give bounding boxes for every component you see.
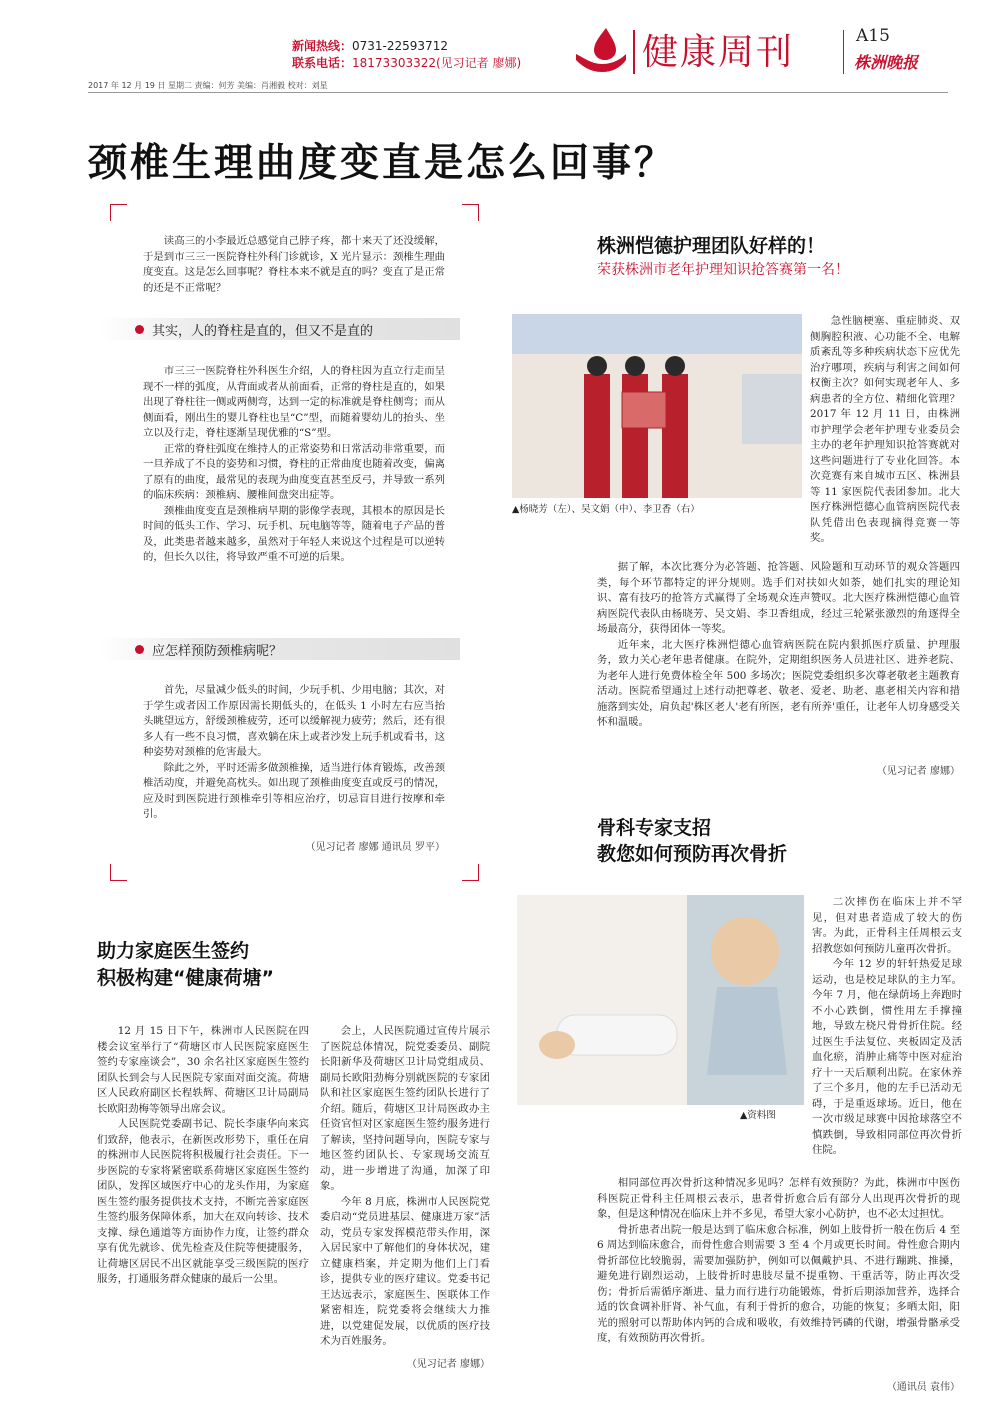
subhead-1-text: 其实，人的脊柱是直的，但又不是直的 bbox=[152, 324, 374, 339]
nursing-body-1 bbox=[810, 314, 960, 547]
hotline-label: 新闻热线： bbox=[292, 39, 353, 53]
paragraph: 会上，人民医院通过宣传片展示了医院总体情况，院党委委员、副院长阳新华及荷塘区卫计局党组成员、副局长欧阳劲梅分别就医院的专家团队和社区家庭医生签约团队长进行了介绍。随后，荷塘区卫计局医政办主任资官恒对区家庭医生签约服务进行了解读，坚持问题导向，医院专家与地区签约团队长、专家现场交流互动，进一步增进了沟通，加深了印象。 bbox=[320, 1025, 490, 1192]
bracket-bl bbox=[110, 864, 127, 881]
paragraph: 正常的脊柱弧度在维持人的正常姿势和日常活动非常重要，而一旦养成了不良的姿势和习惯，脊柱的正常曲度也随着改变，偏离了原有的曲度，最常见的表现为曲度变直甚至反弓，并导致一系列的临床疾病：颈椎病、腰椎间盘突出症等。 bbox=[143, 442, 445, 501]
nursing-title: 株洲恺德护理团队好样的！ bbox=[597, 235, 826, 257]
heart-hand-icon bbox=[572, 24, 628, 74]
paragraph: 二次摔伤在临床上并不罕见，但对患者造成了较大的伤害。为此，正骨科主任周根云支招教您如何预防儿童再次骨折。 bbox=[812, 896, 962, 955]
section-title: 健康周刊 bbox=[642, 32, 795, 73]
intro-paragraph: 读高三的小李最近总感觉自己脖子疼，都十来天了还没缓解，于是到市三三一医院脊柱外科门诊就诊，X 光片显示：颈椎生理曲度变直。这是怎么回事呢？脊柱本来不就是直的吗？变直了是正常的还是不正常呢？ bbox=[143, 235, 445, 294]
bone-body-1 bbox=[812, 895, 962, 1159]
family-title-1: 助力家庭医生签约 bbox=[97, 940, 250, 962]
paragraph: 急性脑梗塞、重症肺炎、双侧胸腔积液、心功能不全、电解质紊乱等多种疾病状态下应优先治疗哪项，疾病与利害之间如何权衡主次？如何实现老年人、多病患者的全方位、精细化管理？2017 年 12 月 11 日，由株洲市护理学会老年护理专业委员会主办的老年护理知识抢答赛就对这些问题进行了专业化回答。本次竞赛有来自城市五区、株洲县等 11 家医院代表团参加。北大医疗株洲恺德心血管病医院代表队凭借出色表现摘得竞赛一等奖。 bbox=[810, 315, 960, 544]
bracket-br bbox=[462, 864, 479, 881]
paragraph: 颈椎曲度变直是颈椎病早期的影像学表现，其根本的原因是长时间的低头工作、学习、玩手机、玩电脑等等，随着电子产品的普及，此类患者越来越多，虽然对于年轻人来说这个过程是可以逆转的，但长久以往，将导致严重不可逆的后果。 bbox=[143, 504, 445, 563]
hotline-number: 0731-22593712 bbox=[352, 39, 448, 53]
paragraph: 据了解，本次比赛分为必答题、抢答题、风险题和互动环节的观众答题四类，每个环节都特定的评分规则。选手们对扶如火如荼，她们扎实的理论知识、富有技巧的抢答方式赢得了全场观众连声赞叹。北大医疗株洲恺德心血管病医院代表队由杨晓芳、吴文娟、李卫香组成，经过三轮紧张激烈的角逐得全场最高分，获得团体一等奖。 bbox=[597, 561, 960, 635]
main-intro bbox=[143, 234, 445, 296]
main-body-2 bbox=[143, 683, 445, 823]
page-number: A15 bbox=[856, 26, 890, 46]
bracket-tr bbox=[462, 204, 479, 221]
paragraph: 骨折患者出院一般是达到了临床愈合标准，例如上肢骨折一般在伤后 4 至 6 周达到临床愈合，而骨性愈合则需要 3 至 4 个月或更长时间。骨性愈合期内骨折部位比较脆弱，需要加强防护，例如可以佩戴护具、不进行蹦跳、推搡，避免进行剧烈运动，上肢骨折时患肢尽量不提重物、干重活等，防止再次受伤；骨折后需循序渐进、量力而行进行功能锻炼，骨折后期添加营养，选择合适的饮食调补肝肾、补气血，有利于骨折的愈合，功能的恢复；多晒太阳，阳光的照射可以帮助体内钙的合成和吸收，有效维持钙磷的代谢，增强骨骼承受度，有效预防再次骨折。 bbox=[597, 1223, 960, 1344]
bullet-dot-icon bbox=[135, 325, 144, 334]
nursing-byline: （见习记者 廖娜） bbox=[876, 766, 960, 777]
header-divider bbox=[633, 30, 635, 74]
paragraph: 今年 12 岁的轩轩热爱足球运动，也是校足球队的主力军。今年 7 月，他在绿荫场上奔跑时不小心跌倒，惯性用左手撑撞地，导致左桡尺骨骨折住院。经过医生手法复位、夹板固定及活血化瘀，消肿止痛等中医对症治疗十一天后顺利出院。在家休养了三个多月，他的左手已活动无碍，于是重返球场。近日，他在一次市级足球赛中因抢球落空不慎跌倒，导致相同部位再次骨折住院。 bbox=[812, 958, 962, 1156]
bone-photo bbox=[517, 895, 804, 1105]
bracket-tl bbox=[110, 204, 127, 221]
paragraph: 市三三一医院脊柱外科医生介绍，人的脊柱因为直立行走而呈现不一样的弧度，从背面或者从前面看，正常的脊柱是直的，如果出现了脊柱往一侧或两侧弯，达到一定的标准就是脊柱侧弯；而从侧面看，刚出生的婴儿脊柱也呈“C”型，而随着婴幼儿的抬头、坐立以及行走，脊柱逐渐呈现优雅的“S”型。 bbox=[143, 365, 445, 439]
main-byline: （见习记者 廖娜 通讯员 罗平） bbox=[305, 842, 445, 853]
paragraph: 除此之外，平时还需多做颈椎操，适当进行体育锻炼，改善颈椎活动度，并避免高枕头。如出现了颈椎曲度变直或反弓的情况，应及时到医院进行颈椎牵引等相应治疗，切忌盲目进行按摩和牵引。 bbox=[143, 761, 445, 820]
family-body-1 bbox=[97, 1024, 309, 1288]
main-headline: 颈椎生理曲度变直是怎么回事？ bbox=[88, 141, 677, 186]
issue-meta: 2017 年 12 月 19 日 星期二 责编：何芳 美编：肖湘毅 校对：刘星 bbox=[88, 81, 328, 90]
bullet-dot-icon bbox=[135, 645, 144, 654]
header-rule bbox=[88, 92, 948, 93]
family-body-2 bbox=[320, 1024, 490, 1350]
nursing-body-2 bbox=[597, 560, 960, 731]
contact-label: 联系电话： bbox=[292, 56, 353, 70]
bone-photo-caption: ▲资料图 bbox=[740, 1110, 776, 1121]
bone-body-2 bbox=[597, 1176, 960, 1347]
main-body-1 bbox=[143, 364, 445, 566]
nursing-photo-caption: ▲杨晓芳（左）、吴文娟（中）、李卫香（右） bbox=[512, 504, 700, 515]
paragraph: 相同部位再次骨折这种情况多见吗？怎样有效预防？为此，株洲市中医伤科医院正骨科主任周根云表示，患者骨折愈合后有部分人出现再次骨折的现象，但是这种情况在临床上并不多见，希望大家小心防护，也不必太过担忧。 bbox=[597, 1177, 960, 1220]
paper-name: 株洲晚报 bbox=[854, 53, 919, 72]
bone-title-2: 教您如何预防再次骨折 bbox=[597, 843, 788, 865]
bone-title-1: 骨科专家支招 bbox=[597, 817, 712, 839]
header-divider-2 bbox=[843, 30, 844, 74]
subhead-2-text: 应怎样预防颈椎病呢？ bbox=[152, 644, 283, 659]
nursing-subtitle: 荣获株洲市老年护理知识抢答赛第一名！ bbox=[597, 262, 849, 278]
bone-byline: （通讯员 袁伟） bbox=[886, 1382, 960, 1393]
paragraph: 今年 8 月底，株洲市人民医院党委启动“党员进基层、健康进万家”活动，党员专家发挥模范带头作用，深入居民家中了解他们的身体状况，建立健康档案，并定期为他们上门看诊，提供专业的医疗建议。党委书记王达远表示，家庭医生、医联体工作紧密相连，院党委将会继续大力推进，以党建促发展，以优质的医疗技术为百姓服务。 bbox=[320, 1195, 490, 1347]
hotline-line bbox=[292, 38, 448, 55]
subhead-2 bbox=[135, 640, 282, 659]
family-byline: （见习记者 廖娜） bbox=[406, 1359, 490, 1370]
paragraph: 12 月 15 日下午，株洲市人民医院在四楼会议室举行了“荷塘区市人民医院家庭医生签约专家座谈会”，30 余名社区家庭医生签约团队长到会与人民医院专家面对面交流。荷塘区人民政府副区长程轶辉、荷塘区卫计局副局长欧阳劲梅等领导出席会议。 bbox=[97, 1025, 309, 1115]
contact-number: 18173303322(见习记者 廖娜) bbox=[352, 56, 522, 70]
paragraph: 近年来，北大医疗株洲恺德心血管病医院在院内狠抓医疗质量、护理服务，致力关心老年患者健康。在院外，定期组织医务人员进社区、进养老院、为老年人进行免费体检全年 500 多场次；医院党委组织多次尊老敬老主题教育活动。医院希望通过上述行动把尊老、敬老、爱老、助老、惠老相关内容和措施落到实处，肩负起'株区老人'老有所医，老有所养'重任，让老年人切身感受关怀和温暖。 bbox=[597, 638, 960, 728]
nursing-photo bbox=[512, 314, 802, 498]
subhead-1 bbox=[135, 320, 373, 339]
paragraph: 首先，尽量减少低头的时间，少玩手机、少用电脑；其次，对于学生或者因工作原因需长期低头的，在低头 1 小时左右应当抬头眺望远方，舒缓颈椎疲劳，还可以缓解视力疲劳；然后，还有很多人有一些不良习惯，喜欢躺在床上或者沙发上玩手机或看书，这种姿势对颈椎的危害最大。 bbox=[143, 684, 445, 758]
family-title-2: 积极构建“健康荷塘” bbox=[97, 967, 274, 989]
paragraph: 人民医院党委副书记、院长李康华向来宾们致辞，他表示，在新医改形势下，重任在肩的株洲市人民医院将积极履行社会责任。下一步医院的专家将紧密联系荷塘区家庭医生签约团队，发挥区域医疗中心的龙头作用，为家庭医生签约服务提供技术支持，不断完善家庭医生签约服务保障体系，加大在双向转诊、技术支撑、绿色通道等方面协作力度，让签约群众享有优先就诊、优先检查及住院等便捷服务，让荷塘区居民不出区就能享受三级医院的医疗服务，打通服务群众健康的最后一公里。 bbox=[97, 1118, 309, 1285]
contact-line bbox=[292, 55, 521, 72]
